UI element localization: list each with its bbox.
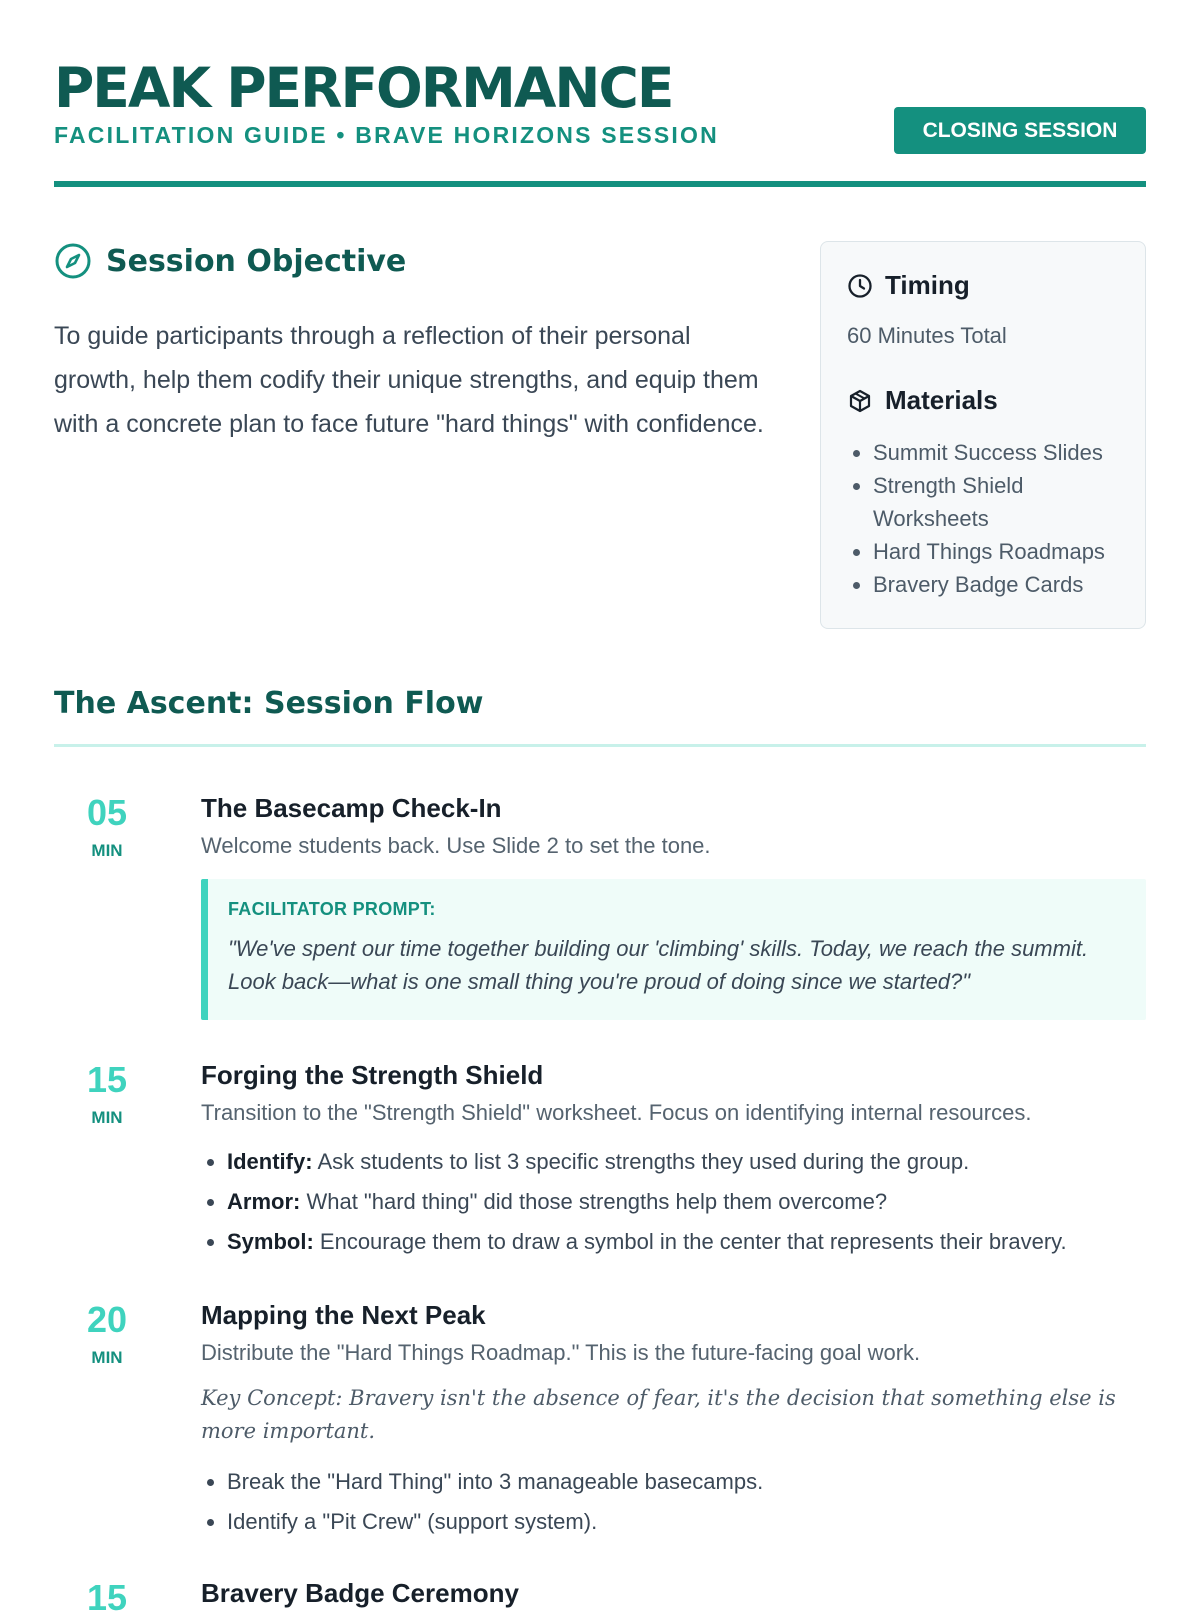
timing-heading: Timing (885, 270, 970, 300)
facilitation-guide-page (54, 0, 1146, 1618)
bullet-label: Identify: (227, 1149, 313, 1174)
list-item: • Break the "Hard Thing" into 3 manageable basecamps. (227, 1462, 1146, 1502)
objective-heading: Session Objective (106, 243, 407, 279)
materials-item: • Strength Shield Worksheets (873, 469, 1119, 535)
step-minutes: 20 (86, 1299, 128, 1340)
bullet-text: Ask students to list 3 specific strengths they used during the group. (312, 1149, 970, 1174)
bullet-label: Symbol: (227, 1229, 314, 1254)
step-unit: MIN (91, 1108, 123, 1127)
compass-icon (54, 242, 92, 280)
page-subtitle: FACILITATION GUIDE • BRAVE HORIZONS SESSION (54, 122, 719, 148)
materials-item: • Bravery Badge Cards (873, 568, 1119, 601)
step-description: Transition to the "Strength Shield" worksheet. Focus on identifying internal resources. (201, 1100, 1032, 1125)
page-title: PEAK PERFORMANCE (54, 56, 673, 120)
materials-heading: Materials (885, 385, 998, 415)
step-unit: MIN (91, 1348, 123, 1367)
timing-heading-row (847, 270, 1119, 301)
list-item (227, 1142, 1146, 1182)
step-title: Bravery Badge Ceremony (201, 1578, 519, 1608)
bullet-label: Armor: (227, 1189, 301, 1214)
session-info-card (820, 241, 1146, 629)
materials-item: • Hard Things Roadmaps (873, 535, 1119, 568)
closing-session-badge: CLOSING SESSION (894, 107, 1146, 154)
materials-item: • Summit Success Slides (873, 436, 1119, 469)
list-item: • Identify a "Pit Crew" (support system). (227, 1502, 1146, 1542)
step-body (201, 793, 1146, 1020)
header-divider (54, 181, 1146, 187)
step-bullet-list (201, 1462, 1146, 1542)
key-concept: Key Concept: Bravery isn't the absence of fear, it's the decision that something else is more important. (201, 1386, 1116, 1443)
step-bullet-list (201, 1142, 1146, 1262)
session-flow-divider (54, 744, 1146, 747)
step-title: Mapping the Next Peak (201, 1300, 486, 1330)
step-title: The Basecamp Check-In (201, 793, 502, 823)
step-duration (54, 1060, 160, 1128)
bullet-text: Encourage them to draw a symbol in the center that represents their bravery. (313, 1229, 1067, 1254)
bullet-text: What "hard thing" did those strengths help them overcome? (300, 1189, 888, 1214)
list-item (227, 1222, 1146, 1262)
step-duration (54, 793, 160, 861)
facilitator-prompt (201, 879, 1146, 1020)
step-minutes: 05 (86, 792, 128, 833)
prompt-text: "We've spent our time together building our 'climbing' skills. Today, we reach the summit. Look back—what is one small thing you're proud of doing since we started?" (228, 936, 1089, 994)
objective-heading-row (54, 242, 774, 280)
step-body (201, 1300, 1146, 1542)
step-body (201, 1578, 1146, 1608)
objective-text: To guide participants through a reflection of their personal growth, help them codify their unique strengths, and equip them with a concrete plan to face future "hard things" with confidence. (54, 322, 764, 438)
step-duration (54, 1578, 160, 1618)
clock-icon (847, 273, 873, 299)
step-duration (54, 1300, 160, 1368)
box-icon (847, 388, 873, 414)
session-objective (54, 242, 774, 446)
step-unit: MIN (91, 841, 123, 860)
list-item (227, 1182, 1146, 1222)
materials-list (847, 436, 1119, 601)
session-flow-heading: The Ascent: Session Flow (54, 686, 484, 721)
step-minutes: 15 (86, 1059, 128, 1100)
timing-value: 60 Minutes Total (847, 323, 1007, 348)
prompt-label: FACILITATOR PROMPT: (228, 899, 436, 919)
step-description: Welcome students back. Use Slide 2 to set the tone. (201, 833, 711, 858)
step-description: Distribute the "Hard Things Roadmap." This is the future-facing goal work. (201, 1340, 921, 1365)
step-body (201, 1060, 1146, 1262)
step-minutes: 15 (86, 1577, 128, 1618)
header (54, 0, 1146, 188)
step-title: Forging the Strength Shield (201, 1060, 544, 1090)
materials-heading-row (847, 385, 1119, 416)
